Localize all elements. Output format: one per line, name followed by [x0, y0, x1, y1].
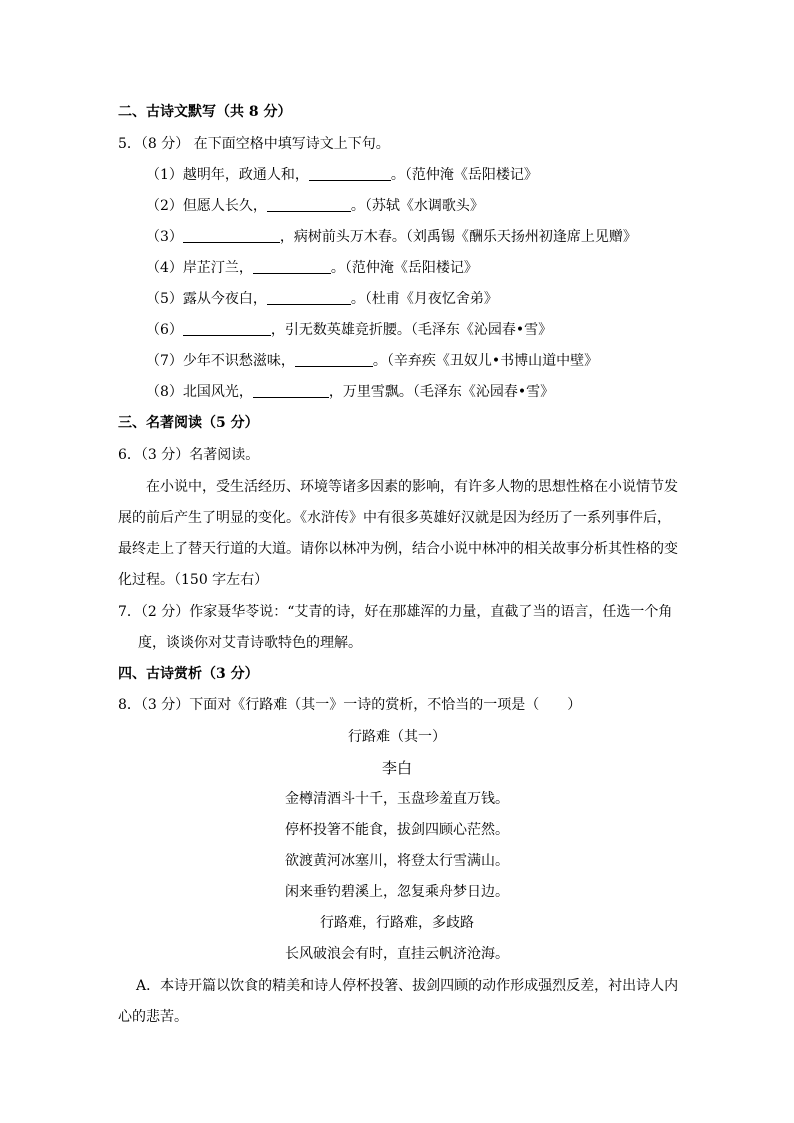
- q8-stem: 8．（3 分）下面对《行路难（其一》一诗的赏析，不恰当的一项是（ ）: [118, 697, 582, 713]
- q5-item-7-post: 。（辛弃疾《丑奴儿•书博山道中壁》: [372, 353, 599, 369]
- q5-item-2-post: 。（苏轼《水调歌头》: [350, 198, 484, 214]
- q5-item-6: [146, 320, 552, 340]
- q5-item-2-pre: （2）但愿人长久，: [146, 198, 267, 214]
- poem-line-4: 闲来垂钓碧溪上，忽复乘舟梦日边。: [285, 884, 509, 900]
- q5-item-8: [146, 382, 554, 402]
- answer-blank[interactable]: [267, 290, 351, 305]
- section3-title: 三、名著阅读（5 分）: [118, 415, 259, 431]
- q5-item-5: [146, 289, 498, 309]
- q7-line-2: 度，谈谈你对艾青诗歌特色的理解。: [138, 635, 362, 651]
- poem-line-1: 金樽清酒斗十千，玉盘珍羞直万钱。: [285, 791, 509, 807]
- answer-blank[interactable]: [295, 352, 373, 367]
- q6-para-line-2: 展的前后产生了明显的变化。《水浒传》中有很多英雄好汉就是因为经历了一系列事件后，: [118, 510, 671, 526]
- section4-title: 四、古诗赏析（3 分）: [118, 666, 259, 682]
- q5-item-3-post: ，病树前头万木春。（刘禹锡《酬乐天扬州初逢席上见赠》: [279, 229, 637, 245]
- q5-item-6-pre: （6）: [146, 322, 183, 338]
- answer-blank[interactable]: [309, 166, 391, 181]
- poem-line-5: 行路难，行路难，多歧路: [320, 915, 474, 931]
- q6-para-line-4: 化过程。（150 字左右）: [118, 572, 269, 588]
- q6-para-line-3: 最终走上了替天行道的大道。请你以林冲为例，结合小说中林冲的相关故事分析其性格的变: [118, 541, 678, 557]
- option-a-line-1: A．本诗开篇以饮食的精美和诗人停杯投箸、拔剑四顾的动作形成强烈反差，衬出诗人内: [136, 978, 679, 994]
- q5-item-1-pre: （1）越明年，政通人和，: [146, 167, 309, 183]
- section2-title: 二、古诗文默写（共 8 分）: [118, 104, 292, 120]
- q5-item-6-post: ，引无数英雄竞折腰。（毛泽东《沁园春•雪》: [270, 322, 553, 338]
- q5-item-8-post: ，万里雪飘。（毛泽东《沁园春•雪》: [328, 384, 555, 400]
- q5-item-2: [146, 196, 484, 216]
- q5-item-3-pre: （3）: [146, 229, 183, 245]
- q5-item-5-pre: （5）露从今夜白，: [146, 291, 267, 307]
- poem-title: 行路难（其一）: [348, 729, 446, 745]
- q5-item-7: [146, 351, 598, 371]
- q5-stem: 5．（8 分） 在下面空格中填写诗文上下句。: [118, 136, 390, 152]
- option-a-line-2: 心的悲苦。: [118, 1009, 188, 1025]
- poem-author: 李白: [381, 759, 412, 777]
- poem-line-3: 欲渡黄河冰塞川，将登太行雪满山。: [285, 853, 509, 869]
- q5-item-3: [146, 227, 637, 247]
- q5-item-1-post: 。（范仲淹《岳阳楼记》: [390, 167, 538, 183]
- q6-para-line-1: 在小说中，受生活经历、环境等诸多因素的影响，有许多人物的思想性格在小说情节发: [146, 479, 678, 495]
- answer-blank[interactable]: [183, 321, 271, 336]
- answer-blank[interactable]: [253, 383, 329, 398]
- q7-line-1: 7．（2 分）作家聂华苓说：“艾青的诗，好在那雄浑的力量，直截了当的语言，任选一个角: [118, 604, 673, 620]
- answer-blank[interactable]: [183, 228, 280, 243]
- q5-item-5-post: 。（杜甫《月夜忆舍弟》: [350, 291, 498, 307]
- q5-item-4-pre: （4）岸芷汀兰，: [146, 260, 253, 276]
- answer-blank[interactable]: [253, 259, 331, 274]
- q5-item-1: [146, 165, 538, 185]
- poem-line-6: 长风破浪会有时，直挂云帆济沧海。: [285, 946, 509, 962]
- poem-line-2: 停杯投箸不能食，拔剑四顾心茫然。: [285, 822, 509, 838]
- q5-item-4: [146, 258, 478, 278]
- q6-stem: 6．（3 分）名著阅读。: [118, 447, 260, 463]
- q5-item-7-pre: （7）少年不识愁滋味，: [146, 353, 295, 369]
- answer-blank[interactable]: [267, 197, 351, 212]
- q5-item-8-pre: （8）北国风光，: [146, 384, 253, 400]
- q5-item-4-post: 。（范仲淹《岳阳楼记》: [330, 260, 478, 276]
